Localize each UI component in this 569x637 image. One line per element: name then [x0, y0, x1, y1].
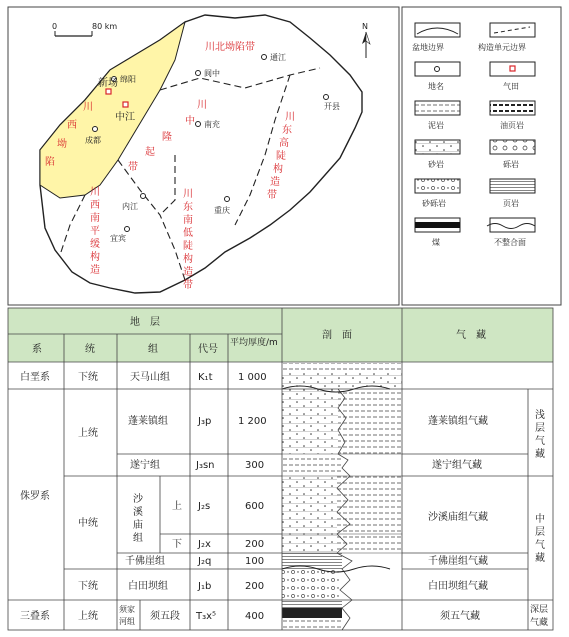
svg-text:高: 高	[279, 138, 289, 149]
svg-text:须五段: 须五段	[150, 611, 180, 622]
svg-text:陡: 陡	[276, 151, 286, 162]
svg-text:不整合面: 不整合面	[494, 238, 526, 247]
svg-text:1 000: 1 000	[238, 372, 267, 383]
svg-text:气藏: 气藏	[530, 618, 549, 628]
svg-text:浅: 浅	[535, 410, 545, 421]
svg-text:蓬莱镇组: 蓬莱镇组	[128, 416, 168, 427]
system-column	[20, 370, 50, 622]
svg-text:白垩系: 白垩系	[20, 372, 50, 383]
svg-text:页岩: 页岩	[503, 199, 519, 208]
reservoir-column	[428, 414, 488, 622]
svg-text:300: 300	[245, 460, 265, 471]
svg-text:藏: 藏	[535, 449, 545, 460]
svg-text:绵阳: 绵阳	[120, 75, 136, 84]
svg-text:东: 东	[183, 202, 193, 213]
svg-text:煤: 煤	[432, 238, 440, 247]
region-southwest-gentle	[90, 186, 100, 276]
svg-text:陷: 陷	[45, 157, 55, 168]
svg-text:200: 200	[245, 539, 265, 550]
svg-text:盆地边界: 盆地边界	[412, 43, 444, 52]
svg-text:砂岩: 砂岩	[428, 160, 444, 169]
svg-text:砾岩: 砾岩	[503, 160, 519, 169]
svg-text:下: 下	[172, 539, 182, 550]
svg-text:缓: 缓	[90, 239, 100, 250]
header-series: 统	[85, 344, 95, 355]
svg-text:庙: 庙	[133, 520, 143, 531]
scale-start: 0	[52, 22, 58, 31]
svg-text:南: 南	[90, 213, 100, 224]
svg-text:白田坝组气藏: 白田坝组气藏	[428, 581, 488, 592]
svg-text:砂砾岩: 砂砾岩	[422, 199, 446, 208]
svg-text:溪: 溪	[133, 507, 143, 518]
svg-text:白田坝组: 白田坝组	[128, 581, 168, 592]
depth-class-column	[530, 408, 548, 628]
svg-text:内江: 内江	[122, 202, 138, 211]
svg-text:J₂s: J₂s	[198, 501, 211, 512]
svg-text:开县: 开县	[324, 102, 340, 111]
svg-text:构: 构	[273, 164, 283, 175]
svg-text:造: 造	[183, 267, 193, 278]
svg-text:隆: 隆	[162, 132, 172, 143]
svg-text:上: 上	[172, 501, 182, 512]
lithology-profile	[282, 363, 402, 630]
svg-text:千佛崖组: 千佛崖组	[125, 556, 165, 567]
svg-text:油页岩: 油页岩	[500, 121, 524, 130]
svg-text:上统: 上统	[78, 428, 98, 439]
basin-map	[8, 7, 399, 305]
svg-text:泥岩: 泥岩	[428, 121, 444, 130]
svg-text:起: 起	[145, 147, 155, 158]
svg-text:南充: 南充	[204, 120, 220, 129]
svg-text:中: 中	[535, 514, 545, 525]
svg-text:天马山组: 天马山组	[130, 372, 170, 383]
header-system: 系	[32, 344, 42, 355]
svg-text:河组: 河组	[119, 617, 135, 626]
svg-text:600: 600	[245, 501, 265, 512]
header-reservoir: 气 藏	[456, 330, 486, 341]
svg-text:气: 气	[535, 436, 545, 447]
svg-text:阆中: 阆中	[204, 69, 220, 78]
svg-text:中统: 中统	[78, 518, 98, 529]
svg-text:1 200: 1 200	[238, 416, 267, 427]
svg-text:下统: 下统	[78, 581, 98, 592]
header-code: 代号	[198, 344, 218, 355]
svg-text:地名: 地名	[428, 82, 444, 91]
svg-text:中: 中	[185, 116, 195, 127]
header-strata: 地 层	[130, 317, 160, 328]
svg-text:J₁b: J₁b	[198, 581, 212, 592]
svg-text:深层: 深层	[530, 605, 549, 615]
region-north-depression: 川北坳陷带	[205, 42, 255, 53]
svg-text:带: 带	[128, 162, 138, 173]
svg-text:J₂x: J₂x	[198, 539, 211, 550]
svg-text:下统: 下统	[78, 372, 98, 383]
svg-text:侏罗系: 侏罗系	[20, 491, 50, 502]
svg-text:南: 南	[183, 215, 193, 226]
svg-text:蓬莱镇组气藏: 蓬莱镇组气藏	[428, 416, 488, 427]
header-profile: 剖 面	[322, 330, 352, 341]
svg-text:坳: 坳	[57, 139, 67, 150]
header-formation: 组	[148, 344, 158, 355]
svg-text:J₃p: J₃p	[198, 416, 212, 427]
svg-text:须五气藏: 须五气藏	[440, 611, 480, 622]
svg-text:构造单元边界: 构造单元边界	[478, 43, 526, 52]
scale-end: 80 km	[92, 22, 118, 31]
svg-text:J₂q: J₂q	[198, 556, 212, 567]
svg-text:川: 川	[197, 100, 207, 111]
svg-text:组: 组	[133, 533, 143, 544]
svg-text:沙: 沙	[133, 494, 143, 505]
svg-text:T₃x⁵: T₃x⁵	[196, 611, 217, 622]
svg-text:气田: 气田	[503, 82, 519, 91]
svg-text:宜宾: 宜宾	[110, 234, 126, 243]
north-label: N	[362, 22, 368, 31]
svg-text:构: 构	[183, 254, 193, 265]
xujiahe-vertical	[119, 604, 135, 626]
svg-text:西: 西	[90, 200, 100, 211]
svg-text:西: 西	[67, 120, 77, 131]
svg-text:带: 带	[183, 280, 193, 291]
svg-text:400: 400	[245, 611, 265, 622]
svg-text:带: 带	[267, 190, 277, 201]
svg-text:200: 200	[245, 581, 265, 592]
svg-text:造: 造	[270, 177, 280, 188]
svg-text:J₃sn: J₃sn	[196, 460, 215, 471]
svg-text:川: 川	[285, 112, 295, 123]
svg-text:藏: 藏	[535, 553, 545, 564]
svg-text:K₁t: K₁t	[198, 372, 213, 383]
svg-text:川: 川	[90, 187, 100, 198]
series-column	[78, 370, 98, 622]
svg-text:层: 层	[535, 423, 545, 434]
svg-text:东: 东	[282, 125, 292, 136]
svg-text:重庆: 重庆	[214, 206, 230, 215]
code-column	[195, 372, 216, 622]
svg-text:川: 川	[83, 102, 93, 113]
svg-text:层: 层	[535, 527, 545, 538]
svg-text:遂宁组气藏: 遂宁组气藏	[432, 460, 482, 471]
svg-text:构: 构	[90, 252, 100, 263]
svg-text:通江: 通江	[270, 53, 286, 62]
header-thickness: 平均厚度/m	[230, 338, 278, 348]
thickness-column	[238, 372, 267, 622]
svg-text:陡: 陡	[183, 241, 193, 252]
svg-text:川: 川	[183, 189, 193, 200]
svg-text:遂宁组: 遂宁组	[130, 460, 160, 471]
svg-text:上统: 上统	[78, 611, 98, 622]
svg-text:三叠系: 三叠系	[20, 611, 50, 622]
svg-text:100: 100	[245, 556, 265, 567]
svg-text:沙溪庙组气藏: 沙溪庙组气藏	[428, 512, 488, 523]
svg-text:低: 低	[183, 228, 193, 239]
svg-text:中江: 中江	[115, 112, 135, 123]
svg-text:造: 造	[90, 265, 100, 276]
legend	[402, 7, 561, 305]
svg-text:千佛崖组气藏: 千佛崖组气藏	[428, 556, 488, 567]
svg-text:须家: 须家	[119, 605, 135, 614]
stratigraphic-table	[8, 308, 553, 630]
svg-text:新场: 新场	[98, 78, 118, 89]
svg-text:平: 平	[90, 226, 100, 237]
svg-text:气: 气	[535, 540, 545, 551]
shaximiao-vertical	[133, 492, 144, 544]
svg-text:成都: 成都	[85, 136, 101, 145]
